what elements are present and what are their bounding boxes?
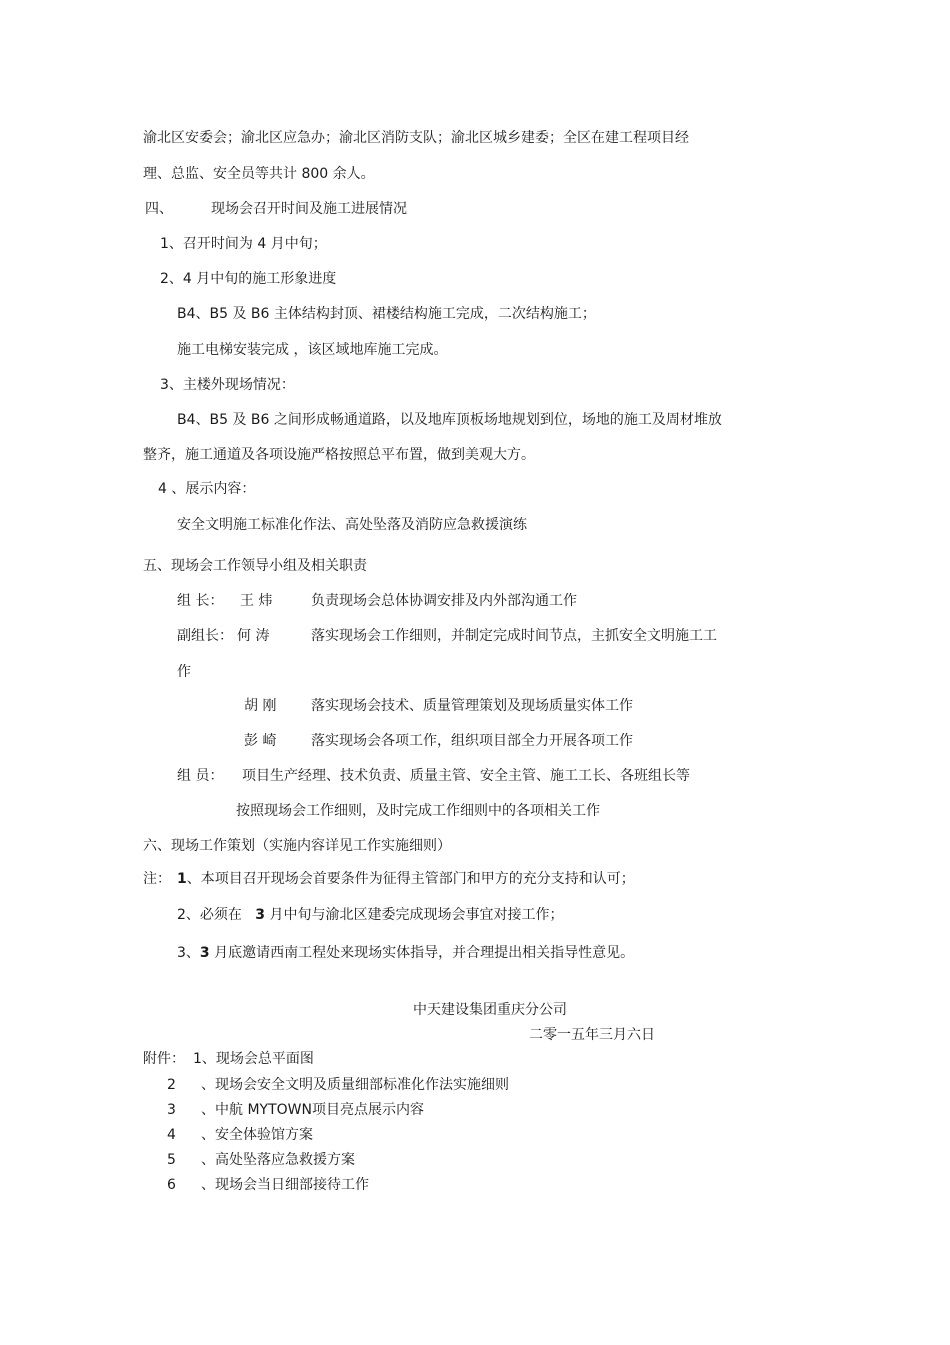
member-list: 项目生产经理、技术负责、质量主管、安全主管、施工工长、各班组长等	[242, 768, 690, 784]
signature-date: 二零一五年三月六日	[529, 1027, 655, 1043]
member-duty: 按照现场会工作细则，及时完成工作细则中的各项相关工作	[236, 803, 600, 819]
attachment-3-number: 3	[167, 1102, 176, 1118]
attachment-5-number: 5	[167, 1152, 176, 1168]
attachment-4-text: 、安全体验馆方案	[201, 1127, 313, 1143]
note-3-text: 月底邀请西南工程处来现场实体指导，并合理提出相关指导性意见。	[214, 945, 635, 961]
note-1-number: 1	[177, 871, 187, 887]
note-2	[177, 906, 563, 924]
deputy-1-duty-cont: 作	[177, 664, 191, 680]
section-6-heading: 六、现场工作策划（实施内容详见工作实施细则）	[143, 838, 451, 854]
note-3-month: 3	[199, 945, 210, 961]
note-3-prefix: 3、	[177, 945, 200, 961]
note-1-text: 、本项目召开现场会首要条件为征得主管部门和甲方的充分支持和认可；	[186, 871, 635, 887]
section-4-item-3: 3、主楼外现场情况：	[160, 377, 295, 393]
deputy-role: 副组长：	[177, 628, 233, 644]
leader-name: 王 炜	[240, 593, 273, 609]
section-5-heading: 五、现场会工作领导小组及相关职责	[143, 558, 367, 574]
deputy-1-duty: 落实现场会工作细则，并制定完成时间节点，主抓安全文明施工工	[311, 628, 717, 644]
intro-line-2: 理、总监、安全员等共计 800 余人。	[143, 166, 375, 182]
signature-company: 中天建设集团重庆分公司	[413, 1002, 567, 1018]
note-3	[177, 944, 634, 962]
deputy-3-name: 彭 崎	[244, 733, 277, 749]
section-4-number: 四、	[145, 201, 173, 217]
attachment-2-text: 、现场会安全文明及质量细部标准化作法实施细则	[201, 1077, 509, 1093]
note-2-text: 月中旬与渝北区建委完成现场会事宜对接工作；	[269, 907, 564, 923]
section-4-heading: 现场会召开时间及施工进展情况	[211, 201, 407, 217]
section-4-item-4-line-1: 安全文明施工标准化作法、高处坠落及消防应急救援演练	[177, 517, 527, 533]
deputy-2-duty: 落实现场会技术、质量管理策划及现场质量实体工作	[311, 698, 633, 714]
deputy-1-name: 何 涛	[237, 628, 270, 644]
attachments-label: 附件：	[143, 1051, 185, 1067]
intro-line-1: 渝北区安委会；渝北区应急办；渝北区消防支队；渝北区城乡建委；全区在建工程项目经	[143, 130, 689, 146]
section-4-item-3-line-2: 整齐，施工通道及各项设施严格按照总平布置，做到美观大方。	[143, 447, 535, 463]
section-4-item-1: 1、召开时间为 4 月中旬；	[160, 236, 327, 252]
attachment-6-text: 、现场会当日细部接待工作	[201, 1177, 369, 1193]
attachment-2-number: 2	[167, 1077, 176, 1093]
attachment-3-text: 、中航 MYTOWN项目亮点展示内容	[201, 1102, 424, 1118]
section-4-item-2-line-1: B4、B5 及 B6 主体结构封顶、裙楼结构施工完成，二次结构施工；	[177, 306, 596, 322]
section-4-item-3-line-1: B4、B5 及 B6 之间形成畅通道路，以及地库顶板场地规划到位，场地的施工及周材堆放	[177, 412, 722, 428]
leader-duty: 负责现场会总体协调安排及内外部沟通工作	[311, 593, 577, 609]
section-4-item-4: 4 、展示内容：	[158, 481, 256, 497]
note-1	[177, 870, 635, 888]
leader-role: 组 长：	[177, 593, 224, 609]
section-4-item-2-line-2: 施工电梯安装完成 ，该区域地库施工完成。	[177, 342, 448, 358]
note-2-prefix: 2、必须在	[177, 907, 242, 923]
section-4-item-2: 2、4 月中旬的施工形象进度	[160, 271, 337, 287]
attachment-1: 1、现场会总平面图	[193, 1051, 314, 1067]
deputy-3-duty: 落实现场会各项工作，组织项目部全力开展各项工作	[311, 733, 633, 749]
member-role: 组 员：	[177, 768, 224, 784]
attachment-5-text: 、高处坠落应急救援方案	[201, 1152, 355, 1168]
attachment-4-number: 4	[167, 1127, 176, 1143]
attachment-6-number: 6	[167, 1177, 176, 1193]
deputy-2-name: 胡 刚	[244, 698, 277, 714]
notes-label: 注：	[143, 871, 171, 887]
note-2-month: 3	[255, 907, 266, 923]
